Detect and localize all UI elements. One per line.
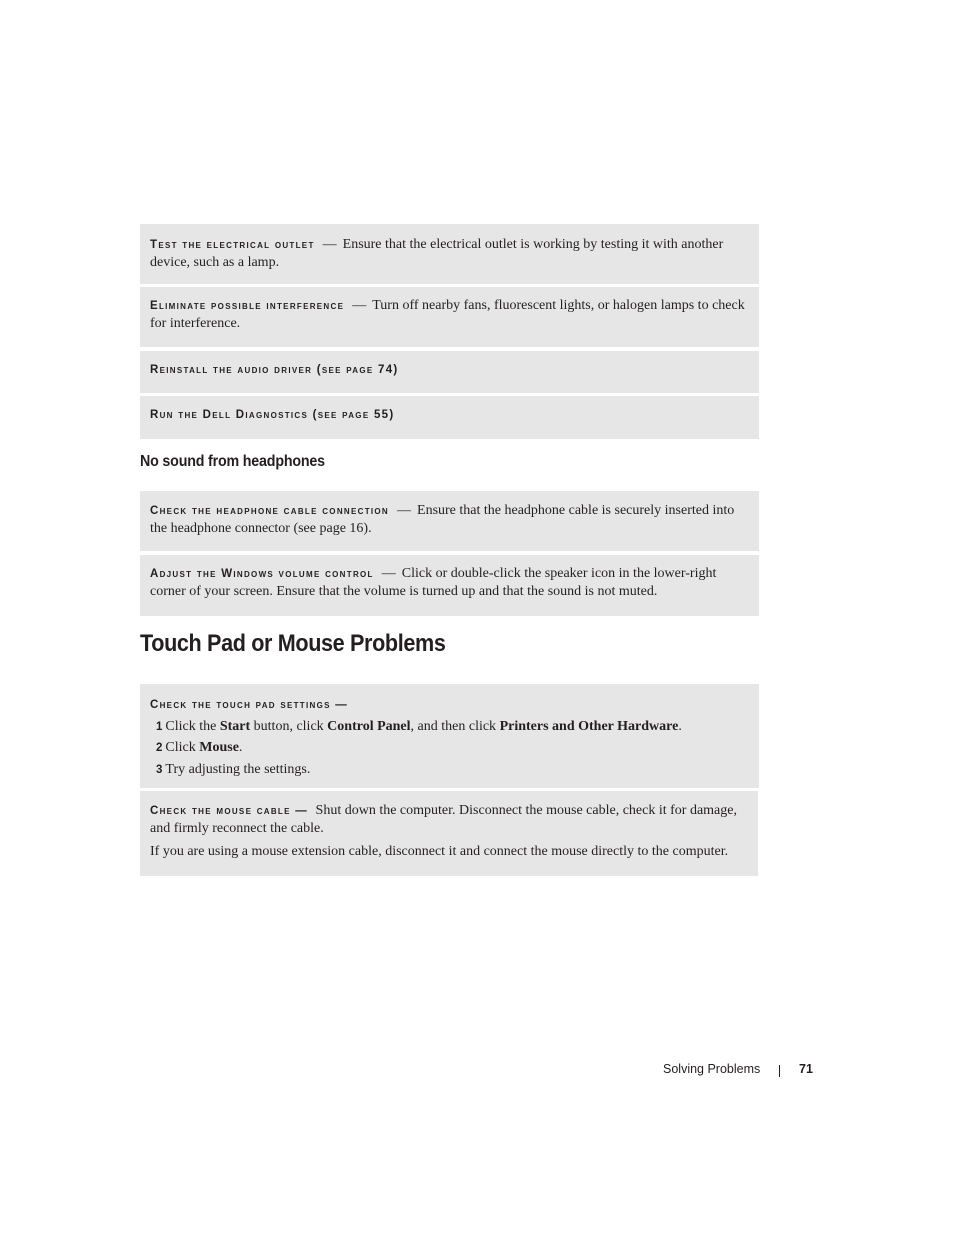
- ui-label: Printers and Other Hardware: [499, 719, 679, 734]
- step-number: 1: [156, 721, 163, 733]
- tip-title: Reinstall the audio driver (see page 74): [150, 364, 399, 376]
- tip-title: Eliminate possible interference: [150, 300, 345, 312]
- tip-text: Turn off nearby fans, fluorescent lights, or halogen lamps to check for interference.: [150, 298, 745, 331]
- tip-text: Click or double-click the speaker icon in the lower-right corner of your screen. Ensure that the volume is turned up and that the sound is not muted.: [150, 566, 717, 599]
- step-item: [150, 718, 749, 736]
- tip-test-outlet: Test the electrical outlet — Ensure that the electrical outlet is working by testing it with another device, such as a lamp.: [140, 224, 759, 284]
- step-text: button, click: [250, 719, 328, 734]
- step-text: , and then click: [410, 719, 500, 734]
- step-text: Click the: [165, 719, 220, 734]
- ui-label: Start: [219, 719, 251, 734]
- tip-extra-text: If you are using a mouse extension cable, disconnect it and connect the mouse directly to the computer.: [150, 844, 729, 859]
- tip-run-diagnostics: [140, 396, 759, 439]
- tip-title: Check the headphone cable connection: [150, 505, 390, 517]
- tip-mouse-cable: [140, 791, 758, 876]
- step-text: .: [238, 740, 243, 755]
- page-title: Touch Pad or Mouse Problems: [140, 630, 446, 657]
- tip-title: Check the mouse cable —: [150, 805, 309, 817]
- step-text: Try adjusting the settings.: [165, 762, 311, 777]
- tip-text: Ensure that the headphone cable is securely inserted into the headphone connector (see page 16).: [150, 503, 735, 536]
- page-footer: [663, 1062, 823, 1076]
- footer-divider: [779, 1065, 780, 1077]
- tip-headphone-cable: Check the headphone cable connection — Ensure that the headphone cable is securely inserted into the headphone connector (see page 16).: [140, 491, 759, 551]
- step-number: 3: [156, 764, 163, 776]
- ui-label: Control Panel: [327, 719, 411, 734]
- tip-text: Shut down the computer. Disconnect the mouse cable, check it for damage, and firmly reconnect the cable.: [150, 803, 737, 836]
- step-number: 2: [156, 742, 163, 754]
- ui-label: Mouse: [199, 740, 239, 755]
- page-number: 71: [799, 1062, 813, 1076]
- tip-volume-control: Adjust the Windows volume control — Click or double-click the speaker icon in the lower-right corner of your screen. Ensure that the volume is turned up and that the sound is not muted.: [140, 555, 759, 616]
- step-text: Click: [165, 740, 200, 755]
- tip-title: Test the electrical outlet: [150, 239, 315, 251]
- step-item: [150, 761, 749, 779]
- tip-text: Ensure that the electrical outlet is working by testing it with another device, such as a lamp.: [150, 237, 724, 270]
- tip-title: Run the Dell Diagnostics (see page 55): [150, 409, 395, 421]
- tip-eliminate-interference: Eliminate possible interference — Turn off nearby fans, fluorescent lights, or halogen lamps to check for interference.: [140, 287, 759, 347]
- tip-reinstall-driver: [140, 351, 759, 393]
- tip-touch-pad-settings: [140, 684, 759, 788]
- step-text: .: [678, 719, 682, 734]
- step-item: [150, 739, 749, 757]
- section-heading-headphones: No sound from headphones: [140, 453, 325, 470]
- tip-title: Adjust the Windows volume control: [150, 568, 374, 580]
- footer-section: Solving Problems: [663, 1062, 761, 1076]
- tip-title: Check the touch pad settings —: [150, 699, 349, 711]
